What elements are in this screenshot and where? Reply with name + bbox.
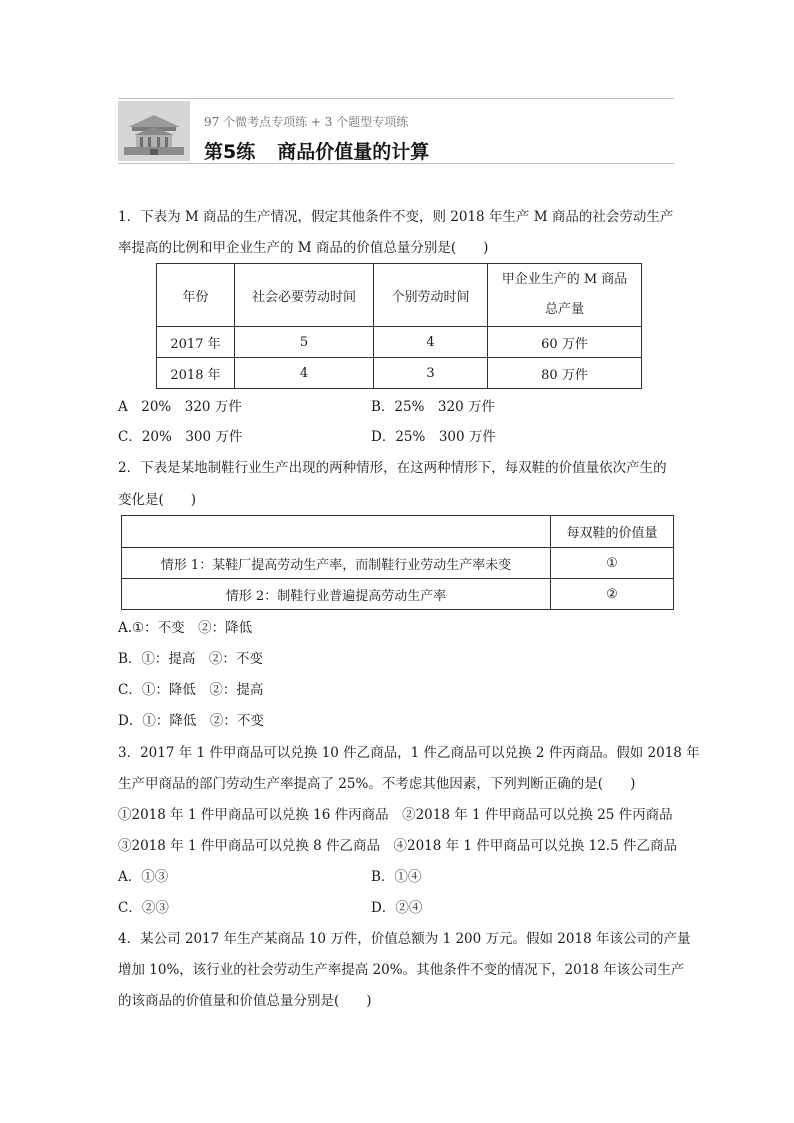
header-building-image bbox=[118, 101, 190, 161]
table-header-row bbox=[122, 516, 674, 548]
q3-option-d: D．②④ bbox=[371, 900, 423, 916]
header-bottom-rule bbox=[118, 163, 674, 164]
q1-stem-line1: 1．下表为 M 商品的生产情况，假定其他条件不变，则 2018 年生产 M 商品的社会劳动生产 bbox=[118, 209, 674, 225]
table-cell: 4 bbox=[374, 327, 488, 358]
table-cell: 情形 2：制鞋行业普遍提高劳动生产率 bbox=[122, 579, 551, 610]
q3-stem-line1: 3．2017 年 1 件甲商品可以兑换 10 件乙商品，1 件乙商品可以兑换 2 件丙商品。假如 2018 年 bbox=[118, 745, 700, 761]
q3-stem-line2: 生产甲商品的部门劳动生产率提高了 25%。不考虑其他因素，下列判断正确的是( ) bbox=[118, 776, 636, 792]
table-row bbox=[122, 548, 674, 579]
q1-header-social-time: 社会必要劳动时间 bbox=[235, 264, 374, 327]
q1-option-c: C．20% 300 万件 bbox=[118, 429, 243, 445]
header-subtitle: 97 个微考点专项练 + 3 个题型专项练 bbox=[204, 115, 409, 129]
q2-header-value: 每双鞋的价值量 bbox=[551, 516, 674, 548]
q1-option-a: A 20% 320 万件 bbox=[118, 399, 242, 415]
q2-option-d: D．①：降低 ②：不变 bbox=[118, 713, 264, 729]
table-cell: ② bbox=[551, 579, 674, 610]
q2-stem-line2: 变化是( ) bbox=[118, 492, 197, 508]
q2-option-b: B．①：提高 ②：不变 bbox=[118, 651, 263, 667]
page-title bbox=[204, 137, 429, 164]
header-top-rule bbox=[118, 98, 674, 99]
table-cell: ① bbox=[551, 548, 674, 579]
q3-statement-line1: ①2018 年 1 件甲商品可以兑换 16 件丙商品 ②2018 年 1 件甲商品可以兑换 25 件丙商品 bbox=[118, 807, 673, 823]
q1-stem-line2: 率提高的比例和甲企业生产的 M 商品的价值总量分别是( ) bbox=[118, 240, 489, 256]
q3-option-a: A．①③ bbox=[118, 869, 169, 885]
q4-stem-line1: 4．某公司 2017 年生产某商品 10 万件，价值总额为 1 200 万元。假如 2018 年该公司的产量 bbox=[118, 931, 691, 947]
q4-stem-line3: 的该商品的价值量和价值总量分别是( ) bbox=[118, 993, 372, 1009]
table-cell: 4 bbox=[235, 358, 374, 389]
q1-table bbox=[156, 263, 642, 389]
q3-statement-line2: ③2018 年 1 件甲商品可以兑换 8 件乙商品 ④2018 年 1 件甲商品可以兑换 12.5 件乙商品 bbox=[118, 838, 677, 854]
q1-header-output bbox=[488, 264, 642, 327]
q1-header-output-line2: 总产量 bbox=[544, 302, 584, 317]
q3-option-b: B．①④ bbox=[371, 869, 422, 885]
table-cell: 3 bbox=[374, 358, 488, 389]
table-row bbox=[157, 327, 642, 358]
table-cell: 60 万件 bbox=[488, 327, 642, 358]
q2-stem-line1: 2．下表是某地制鞋行业生产出现的两种情形，在这两种情形下，每双鞋的价值量依次产生的 bbox=[118, 460, 667, 476]
table-row bbox=[157, 358, 642, 389]
title-number: 第5练 bbox=[204, 141, 256, 163]
q1-header-output-line1: 甲企业生产的 M 商品 bbox=[501, 272, 628, 287]
q4-stem-line2: 增加 10%，该行业的社会劳动生产率提高 20%。其他条件不变的情况下，2018 年该公司生产 bbox=[118, 962, 685, 978]
table-cell: 80 万件 bbox=[488, 358, 642, 389]
q2-header-blank bbox=[122, 516, 551, 548]
q2-option-c: C．①：降低 ②：提高 bbox=[118, 682, 264, 698]
title-text: 商品价值量的计算 bbox=[277, 141, 430, 163]
table-cell: 2018 年 bbox=[157, 358, 235, 389]
q1-header-individual-time: 个别劳动时间 bbox=[374, 264, 488, 327]
q1-option-d: D．25% 300 万件 bbox=[371, 429, 496, 445]
q1-option-b: B．25% 320 万件 bbox=[371, 399, 495, 415]
table-row bbox=[122, 579, 674, 610]
table-cell: 情形 1：某鞋厂提高劳动生产率，而制鞋行业劳动生产率未变 bbox=[122, 548, 551, 579]
q2-table bbox=[121, 515, 674, 610]
q2-option-a: A.①：不变 ②：降低 bbox=[118, 620, 253, 636]
q3-option-c: C．②③ bbox=[118, 900, 169, 916]
q1-header-year: 年份 bbox=[157, 264, 235, 327]
table-header-row bbox=[157, 264, 642, 327]
page-header bbox=[118, 98, 674, 164]
table-cell: 2017 年 bbox=[157, 327, 235, 358]
table-cell: 5 bbox=[235, 327, 374, 358]
